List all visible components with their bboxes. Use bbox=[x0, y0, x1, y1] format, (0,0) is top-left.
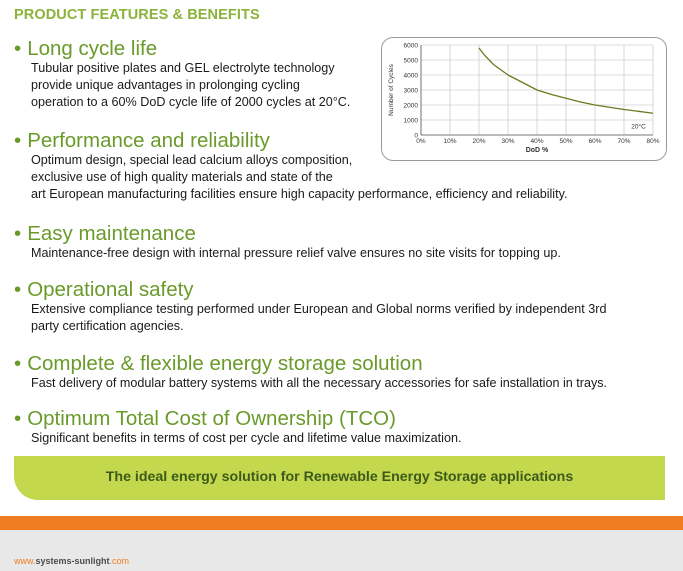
y-tick-label: 2000 bbox=[403, 102, 418, 110]
feature-description: Significant benefits in terms of cost per cycle and lifetime value maximization. bbox=[31, 431, 462, 445]
bullet-icon: • bbox=[14, 129, 22, 152]
feature-operational-safety bbox=[14, 278, 606, 335]
feature-title: • Operational safety bbox=[14, 278, 194, 301]
x-tick-label: 60% bbox=[588, 138, 602, 145]
x-tick-label: 80% bbox=[646, 138, 660, 145]
x-tick-label: 70% bbox=[617, 138, 631, 145]
y-tick-label: 0 bbox=[414, 132, 418, 140]
feature-description: Maintenance-free design with internal pressure relief valve ensures no site visits for topping up. bbox=[31, 246, 561, 260]
x-tick-label: 0% bbox=[416, 138, 426, 145]
cta-banner bbox=[14, 456, 665, 500]
bullet-icon: • bbox=[14, 222, 22, 245]
feature-description: Optimum design, special lead calcium alloys composition, exclusive use of high quality materials and state of the art European manufacturing facilities ensure high capacity performance, efficiency and reliability. bbox=[31, 153, 568, 201]
feature-energy-storage-solution bbox=[14, 352, 607, 392]
feature-title: • Performance and reliability bbox=[14, 129, 270, 152]
bullet-icon: • bbox=[14, 407, 22, 430]
banner-text: The ideal energy solution for Renewable Energy Storage applications bbox=[105, 469, 574, 485]
y-tick-label: 5000 bbox=[403, 57, 418, 65]
x-axis-label: DoD % bbox=[525, 147, 549, 154]
feature-description: Tubular positive plates and GEL electrolyte technology provide unique advantages in prolonging cycling operation to a 60% DoD cycle life of 2000 cycles at 20°C. bbox=[31, 61, 351, 109]
feature-description: Fast delivery of modular battery systems with all the necessary accessories for safe installation in trays. bbox=[31, 376, 608, 390]
chart-annotation: 20°C bbox=[631, 123, 646, 131]
feature-title: • Long cycle life bbox=[14, 37, 158, 60]
x-tick-label: 50% bbox=[559, 138, 573, 145]
feature-description: Extensive compliance testing performed under European and Global norms verified by independent 3rd party certification agencies. bbox=[31, 302, 607, 333]
x-tick-label: 30% bbox=[501, 138, 515, 145]
x-tick-label: 10% bbox=[443, 138, 457, 145]
x-tick-label: 40% bbox=[530, 138, 544, 145]
feature-easy-maintenance bbox=[14, 222, 561, 262]
feature-title: • Easy maintenance bbox=[14, 222, 196, 245]
cycle-life-chart-svg bbox=[382, 38, 666, 160]
bullet-icon: • bbox=[14, 278, 22, 301]
footer-website-link[interactable]: www.systems-sunlight.com bbox=[14, 556, 130, 566]
feature-title: • Complete & flexible energy storage solution bbox=[14, 352, 423, 375]
bullet-icon: • bbox=[14, 352, 22, 375]
y-tick-label: 6000 bbox=[403, 42, 418, 50]
feature-long-cycle-life bbox=[14, 37, 350, 111]
x-tick-label: 20% bbox=[472, 138, 486, 145]
y-tick-label: 4000 bbox=[403, 72, 418, 80]
cycle-life-chart bbox=[381, 37, 667, 161]
bullet-icon: • bbox=[14, 37, 22, 60]
page-title: PRODUCT FEATURES & BENEFITS bbox=[14, 7, 260, 23]
feature-tco bbox=[14, 407, 461, 447]
y-axis-label: Number of Cycles bbox=[388, 64, 395, 116]
y-tick-label: 1000 bbox=[403, 117, 418, 125]
y-tick-label: 3000 bbox=[403, 87, 418, 95]
footer-accent-bar bbox=[0, 516, 683, 530]
feature-title: • Optimum Total Cost of Ownership (TCO) bbox=[14, 407, 396, 430]
